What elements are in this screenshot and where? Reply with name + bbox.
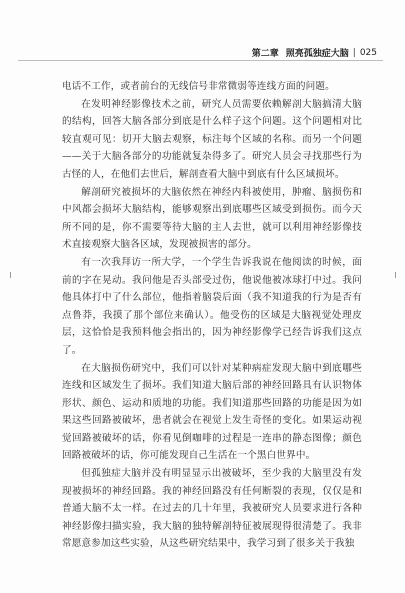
paragraph: 但孤独症大脑并没有明显显示出被破坏，至少我的大脑里没有发现被损坏的神经回路。我的神经回路没有任何断裂的表现，仅仅是和普通大脑不太一样。在过去的几十年里，我被研究人员要求进行各种神经影像扫描实验，我大脑的独特解剖特征被展现得很清楚了。我非常愿意参加这些实验，从这些研究结果中，我学习到了很多关于我独: [62, 468, 362, 550]
crop-mark-left: [10, 272, 11, 278]
paragraph: 解剖研究被损坏的大脑依然在神经内科被使用，肿瘤、脑损伤和中风都会损坏大脑结构，能够观察出到底哪些区域受到损伤。而今天所不同的是，你不需要等待大脑的主人去世，就可以利用神经影像技术直接观察大脑各区域，发现被损害的部分。: [62, 186, 362, 251]
page-number: 025: [359, 47, 377, 58]
paragraph: 电话不工作，或者前台的无线信号非常微弱等连线方面的问题。: [62, 81, 335, 92]
crop-mark-right: [395, 272, 396, 278]
header-rule: [18, 60, 383, 61]
paragraph: 有一次我拜访一所大学，一个学生告诉我说在他阅读的时候，面前的字在晃动。我问他是否头部受过伤，他说他被冰球打中过。我问他具体打中了什么部位，他指着脑袋后面（我不知道我的行为是否有点鲁莽，我摸了那个部位来确认）。他受伤的区域是大脑视觉处理皮层，这恰恰是我预料他会指出的，因为神经影像学已经告诉我们这点了。: [62, 256, 362, 356]
paragraph: 在大脑损伤研究中，我们可以针对某种病症发现大脑中到底哪些连线和区域发生了损坏。我们知道大脑后部的神经回路具有认识物体形状、颜色、运动和质地的功能。我们知道那些回路的功能是因为如果这些回路被破坏，患者就会在视觉上发生奇怪的变化。如果运动视觉回路被破坏的话，你看见倒咖啡的过程是一连串的静态图像；颜色回路被破坏的话，你可能发现自己生活在一个黑白世界中。: [62, 362, 362, 462]
header-separator: |: [352, 47, 356, 58]
running-header: [252, 46, 377, 59]
chapter-label: 第二章: [251, 49, 279, 59]
paragraph: 在发明神经影像技术之前，研究人员需要依赖解剖大脑搞清大脑的结构，回答大脑各部分到底是什么样子这个问题。这个问题相对比较直观可见：切开大脑去观察，标注每个区域的名称。而另一个问题——关于大脑各部分的功能就复杂得多了。研究人员会寻找那些行为古怪的人，在他们去世后，解剖查看大脑中到底有什么区域损坏。: [62, 98, 362, 180]
chapter-title: 照亮孤独症大脑: [285, 49, 349, 59]
body-text: [62, 78, 362, 553]
